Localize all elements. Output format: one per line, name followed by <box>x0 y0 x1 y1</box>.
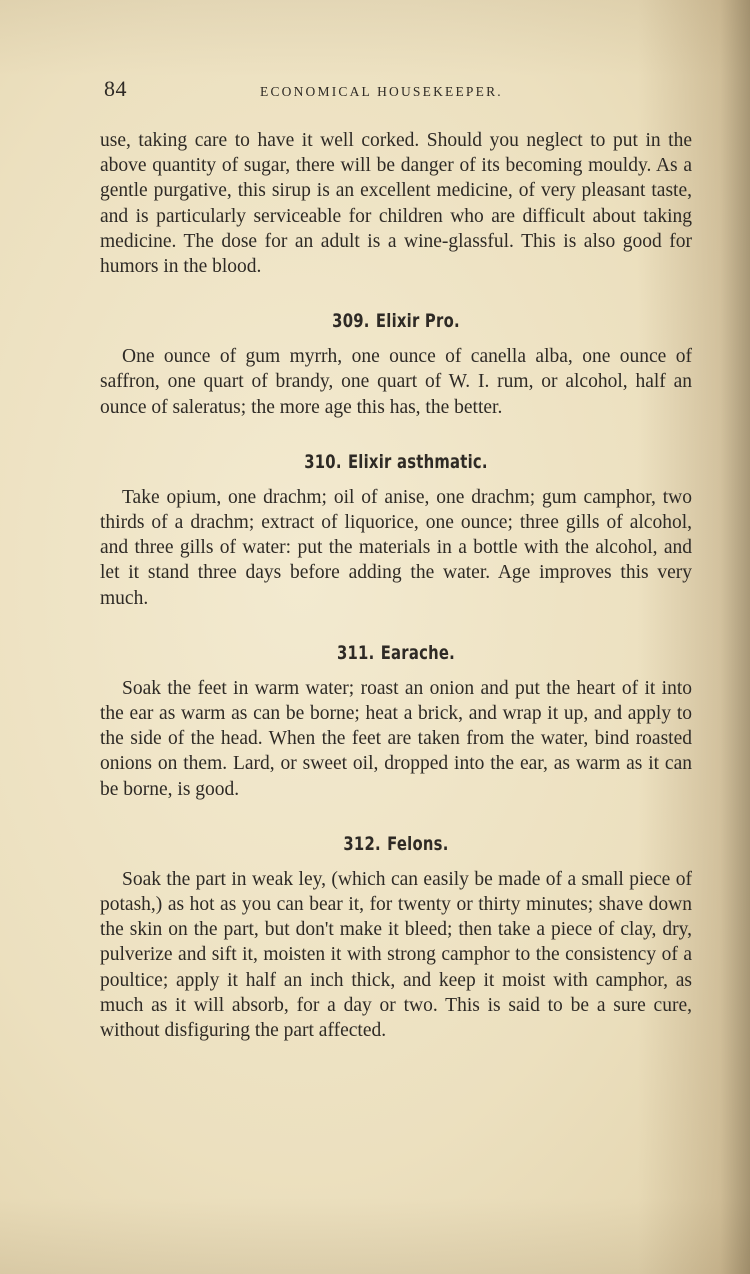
intro-paragraph: use, taking care to have it well corked. Should you neglect to put in the above quantity of sugar, there will be danger of its becoming mouldy. As a gentle purgative, this sirup is an excellent medicine, of very pleasant taste, and is particularly serviceable for children who are difficult about taking medicine. The dose for an adult is a wine-glassful. This is also good for humors in the blood. <box>100 130 692 278</box>
running-title: ECONOMICAL HOUSEKEEPER. <box>260 84 503 99</box>
recipe-heading-310 <box>165 451 627 473</box>
page-content <box>100 128 692 1043</box>
running-head <box>100 76 690 106</box>
recipe-title: Elixir asthmatic. <box>347 450 488 473</box>
recipe-heading-311 <box>165 642 627 664</box>
recipe-number: 311. <box>336 641 375 664</box>
recipe-body-311: Soak the feet in warm water; roast an onion and put the heart of it into the ear as warm as can be borne; heat a brick, and wrap it up, and apply to the side of the head. When the feet are taken from the water, bind roasted onions on them. Lard, or sweet oil, dropped into the ear, as warm as it can be borne, is good. <box>100 677 692 800</box>
recipe-title: Felons. <box>387 832 449 855</box>
page-number: 84 <box>104 76 127 101</box>
recipe-heading-309 <box>165 310 627 332</box>
recipe-number: 310. <box>304 450 342 473</box>
recipe-number: 309. <box>332 310 370 333</box>
recipe-heading-312 <box>165 833 627 855</box>
recipe-title: Elixir Pro. <box>375 310 460 333</box>
recipe-body-312: Soak the part in weak ley, (which can easily be made of a small piece of potash,) as hot as you can bear it, for twenty or thirty minutes; shave down the skin on the part, but don't make it bleed; then take a piece of clay, dry, pulverize and sift it, moisten it with strong camphor to the consistency of a poultice; apply it half an inch thick, and keep it moist with camphor, as much as it will absorb, for a day or two. This is said to be a sure cure, without disfiguring the part affected. <box>100 868 692 1042</box>
recipe-title: Earache. <box>380 641 456 664</box>
recipe-body-309: One ounce of gum myrrh, one ounce of canella alba, one ounce of saffron, one quart of brandy, one quart of W. I. rum, or alcohol, half an ounce of saleratus; the more age this has, the better. <box>100 346 692 418</box>
recipe-body-310: Take opium, one drachm; oil of anise, one drachm; gum camphor, two thirds of a drachm; extract of liquorice, one ounce; three gills of alcohol, and three gills of water: put the materials in a bottle with the alcohol, and let it stand three days before adding the water. Age improves this very much. <box>100 486 692 609</box>
recipe-number: 312. <box>343 832 381 855</box>
